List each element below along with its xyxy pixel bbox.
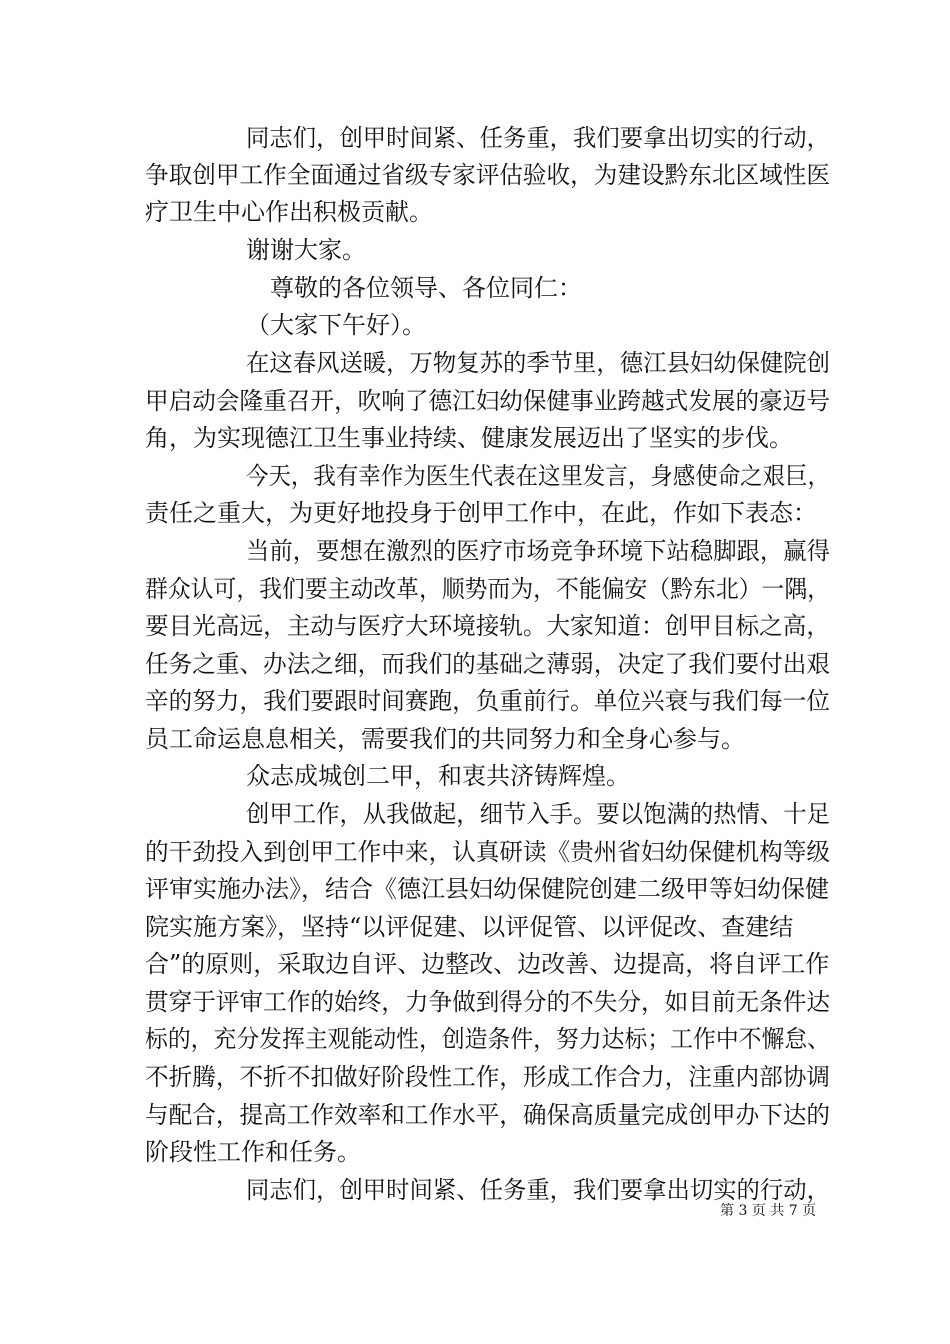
text-line: 员工命运息息相关，需要我们的共同努力和全身心参与。: [145, 725, 745, 753]
text-line: 阶段性工作和任务。: [145, 1138, 361, 1166]
text-line: 要目光高远，主动与医疗大环境接轨。大家知道：创甲目标之高，: [145, 612, 830, 640]
text-line: 合”的原则，采取边自评、边整改、边改善、边提高，将自评工作: [145, 950, 830, 978]
text-line: 任务之重、办法之细，而我们的基础之薄弱，决定了我们要付出艰: [145, 650, 830, 678]
page-number: 第 3 页 共 7 页: [720, 1203, 817, 1219]
salutation-line: 尊敬的各位领导、各位同仁：: [270, 274, 582, 302]
text-line: 角，为实现德江卫生事业持续、健康发展迈出了坚实的步伐。: [145, 424, 793, 452]
text-line: 同志们，创甲时间紧、任务重，我们要拿出切实的行动，: [246, 1176, 830, 1204]
text-line: 评审实施办法》，结合《德江县妇幼保健院创建二级甲等妇幼保健: [145, 875, 829, 903]
text-line: 创甲工作，从我做起，细节入手。要以饱满的热情、十足: [246, 800, 830, 828]
text-line: 不折腾，不折不扣做好阶段性工作，形成工作合力，注重内部协调: [145, 1063, 830, 1091]
text-line: 辛的努力，我们要跟时间赛跑，负重前行。单位兴衰与我们每一位: [145, 687, 830, 715]
text-line: 与配合，提高工作效率和工作水平，确保高质量完成创甲办下达的: [145, 1101, 830, 1129]
text-line: 疗卫生中心作出积极贡献。: [145, 198, 433, 226]
text-line: 甲启动会隆重召开，吹响了德江妇幼保健事业跨越式发展的豪迈号: [145, 387, 830, 415]
text-line: 群众认可，我们要主动改革，顺势而为，不能偏安（黔东北）一隅，: [145, 575, 830, 603]
text-line: 谢谢大家。: [246, 236, 366, 264]
text-line: 标的，充分发挥主观能动性，创造条件，努力达标；工作中不懈怠、: [145, 1025, 830, 1053]
text-line: 贯穿于评审工作的始终，力争做到得分的不失分，如目前无条件达: [145, 988, 830, 1016]
text-line: 今天，我有幸作为医生代表在这里发言，身感使命之艰巨，: [246, 462, 830, 490]
text-line: 当前，要想在激烈的医疗市场竞争环境下站稳脚跟，赢得: [246, 537, 830, 565]
text-line: （大家下午好）。: [246, 311, 426, 339]
text-line: 争取创甲工作全面通过省级专家评估验收，为建设黔东北区域性医: [145, 161, 830, 189]
text-line: 同志们，创甲时间紧、任务重，我们要拿出切实的行动，: [246, 124, 830, 152]
text-line: 院实施方案》，坚持“以评促建、以评促管、以评促改、查建结: [145, 913, 794, 941]
text-line: 在这春风送暖，万物复苏的季节里，德江县妇幼保健院创: [246, 349, 830, 377]
text-line: 的干劲投入到创甲工作中来，认真研读《贵州省妇幼保健机构等级: [145, 838, 830, 866]
text-line: 众志成城创二甲，和衷共济铸辉煌。: [246, 762, 630, 790]
text-line: 责任之重大，为更好地投身于创甲工作中，在此，作如下表态：: [145, 499, 817, 527]
